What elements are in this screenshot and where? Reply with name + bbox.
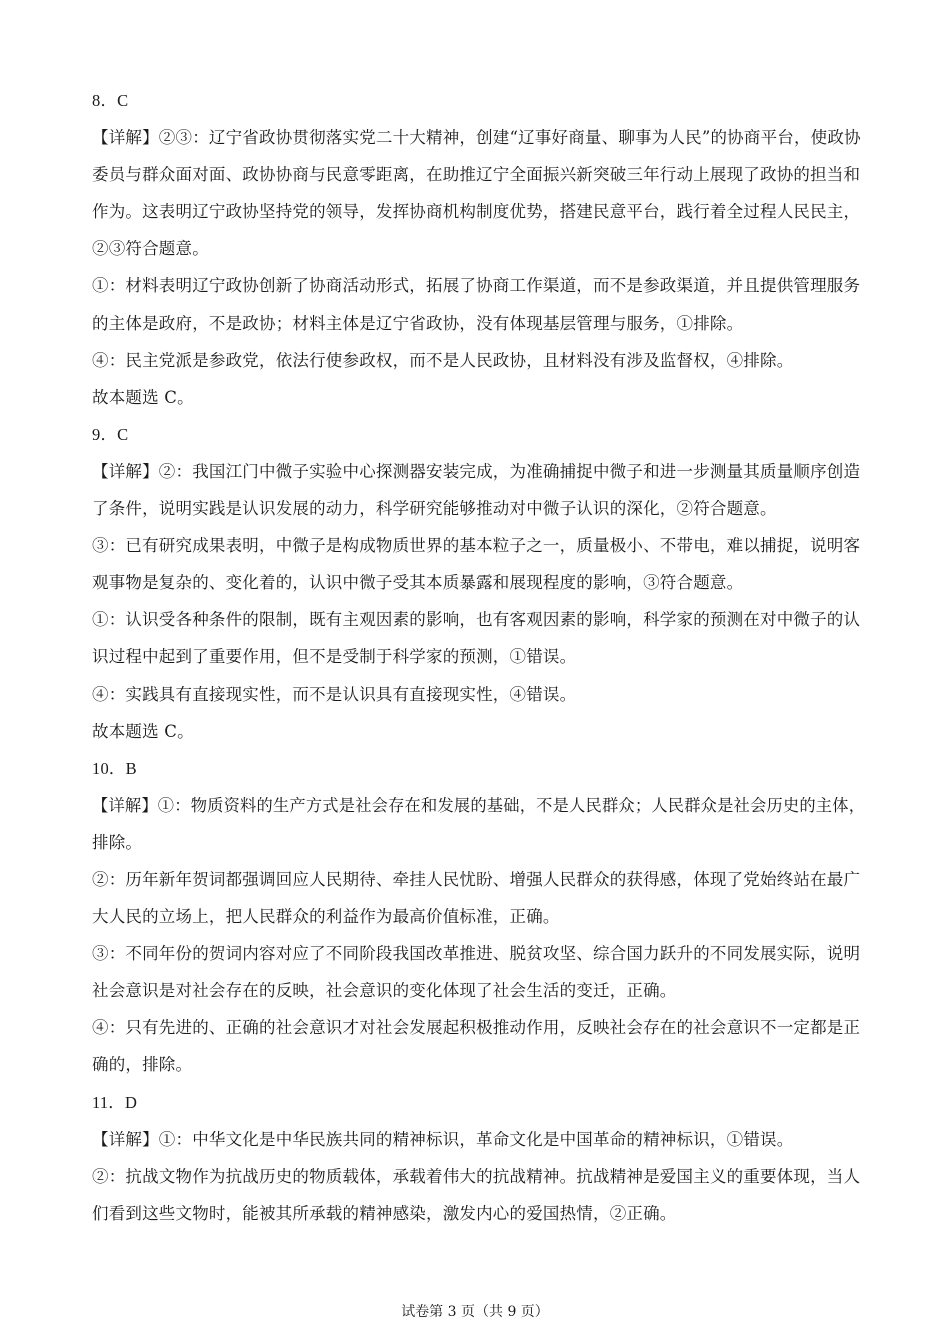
- explanation-line: ①：材料表明辽宁政协创新了协商活动形式，拓展了协商工作渠道，而不是参政渠道，并且提供管理服务: [92, 276, 861, 296]
- explanation-line: ②③符合题意。: [92, 239, 209, 259]
- answer-heading-9: 9．C: [92, 424, 129, 444]
- explanation-line: 确的，排除。: [92, 1055, 193, 1075]
- explanation-line: 作为。这表明辽宁政协坚持党的领导，发挥协商机构制度优势，搭建民意平台，践行着全过程人民民主，: [92, 202, 861, 222]
- explanation-line: ④：只有先进的、正确的社会意识才对社会发展起积极推动作用，反映社会存在的社会意识不一定都是正: [92, 1018, 861, 1038]
- conclusion-line: 故本题选 C。: [92, 721, 194, 741]
- explanation-line: 的主体是政府，不是政协；材料主体是辽宁省政协，没有体现基层管理与服务，①排除。: [92, 313, 744, 333]
- explanation-line: ①：认识受各种条件的限制，既有主观因素的影响，也有客观因素的影响，科学家的预测在对中微子的认: [92, 610, 861, 630]
- explanation-line: ④：实践具有直接现实性，而不是认识具有直接现实性，④错误。: [92, 684, 577, 704]
- explanation-line: 排除。: [92, 832, 143, 852]
- explanation-line: ②：历年新年贺词都强调回应人民期待、牵挂人民忧盼、增强人民群众的获得感，体现了党始终站在最广: [92, 869, 861, 889]
- explanation-line: 【详解】①：中华文化是中华民族共同的精神标识，革命文化是中国革命的精神标识，①错误。: [92, 1129, 794, 1149]
- explanation-line: 识过程中起到了重要作用，但不是受制于科学家的预测，①错误。: [92, 647, 577, 667]
- explanation-line: 【详解】②：我国江门中微子实验中心探测器安装完成，为准确捕捉中微子和进一步测量其质量顺序创造: [92, 461, 861, 481]
- answer-heading-10: 10．B: [92, 758, 137, 778]
- explanation-line: ④：民主党派是参政党，依法行使参政权，而不是人民政协，且材料没有涉及监督权，④排除。: [92, 350, 794, 370]
- explanation-line: ③：不同年份的贺词内容对应了不同阶段我国改革推进、脱贫攻坚、综合国力跃升的不同发展实际，说明: [92, 944, 861, 964]
- explanation-line: 【详解】①：物质资料的生产方式是社会存在和发展的基础，不是人民群众；人民群众是社会历史的主体，: [92, 795, 866, 815]
- conclusion-line: 故本题选 C。: [92, 387, 194, 407]
- explanation-line: ③：已有研究成果表明，中微子是构成物质世界的基本粒子之一，质量极小、不带电，难以捕捉，说明客: [92, 536, 861, 556]
- explanation-line: 【详解】②③：辽宁省政协贯彻落实党二十大精神，创建“辽事好商量、聊事为人民”的协商平台，使政协: [92, 128, 861, 148]
- explanation-line: 大人民的立场上，把人民群众的利益作为最高价值标准，正确。: [92, 907, 560, 927]
- document-body: [92, 82, 868, 1232]
- explanation-line: ②：抗战文物作为抗战历史的物质载体，承载着伟大的抗战精神。抗战精神是爱国主义的重要体现，当人: [92, 1166, 861, 1186]
- explanation-line: 委员与群众面对面、政协协商与民意零距离，在助推辽宁全面振兴新突破三年行动上展现了政协的担当和: [92, 165, 861, 185]
- explanation-line: 们看到这些文物时，能被其所承载的精神感染，激发内心的爱国热情，②正确。: [92, 1203, 677, 1223]
- explanation-line: 观事物是复杂的、变化着的，认识中微子受其本质暴露和展现程度的影响，③符合题意。: [92, 573, 744, 593]
- explanation-line: 了条件，说明实践是认识发展的动力，科学研究能够推动对中微子认识的深化，②符合题意。: [92, 499, 777, 519]
- page-footer: 试卷第 3 页（共 9 页）: [401, 1304, 549, 1320]
- answer-heading-8: 8．C: [92, 91, 129, 110]
- answer-heading-11: 11．D: [92, 1092, 138, 1112]
- explanation-line: 社会意识是对社会存在的反映，社会意识的变化体现了社会生活的变迁，正确。: [92, 981, 677, 1001]
